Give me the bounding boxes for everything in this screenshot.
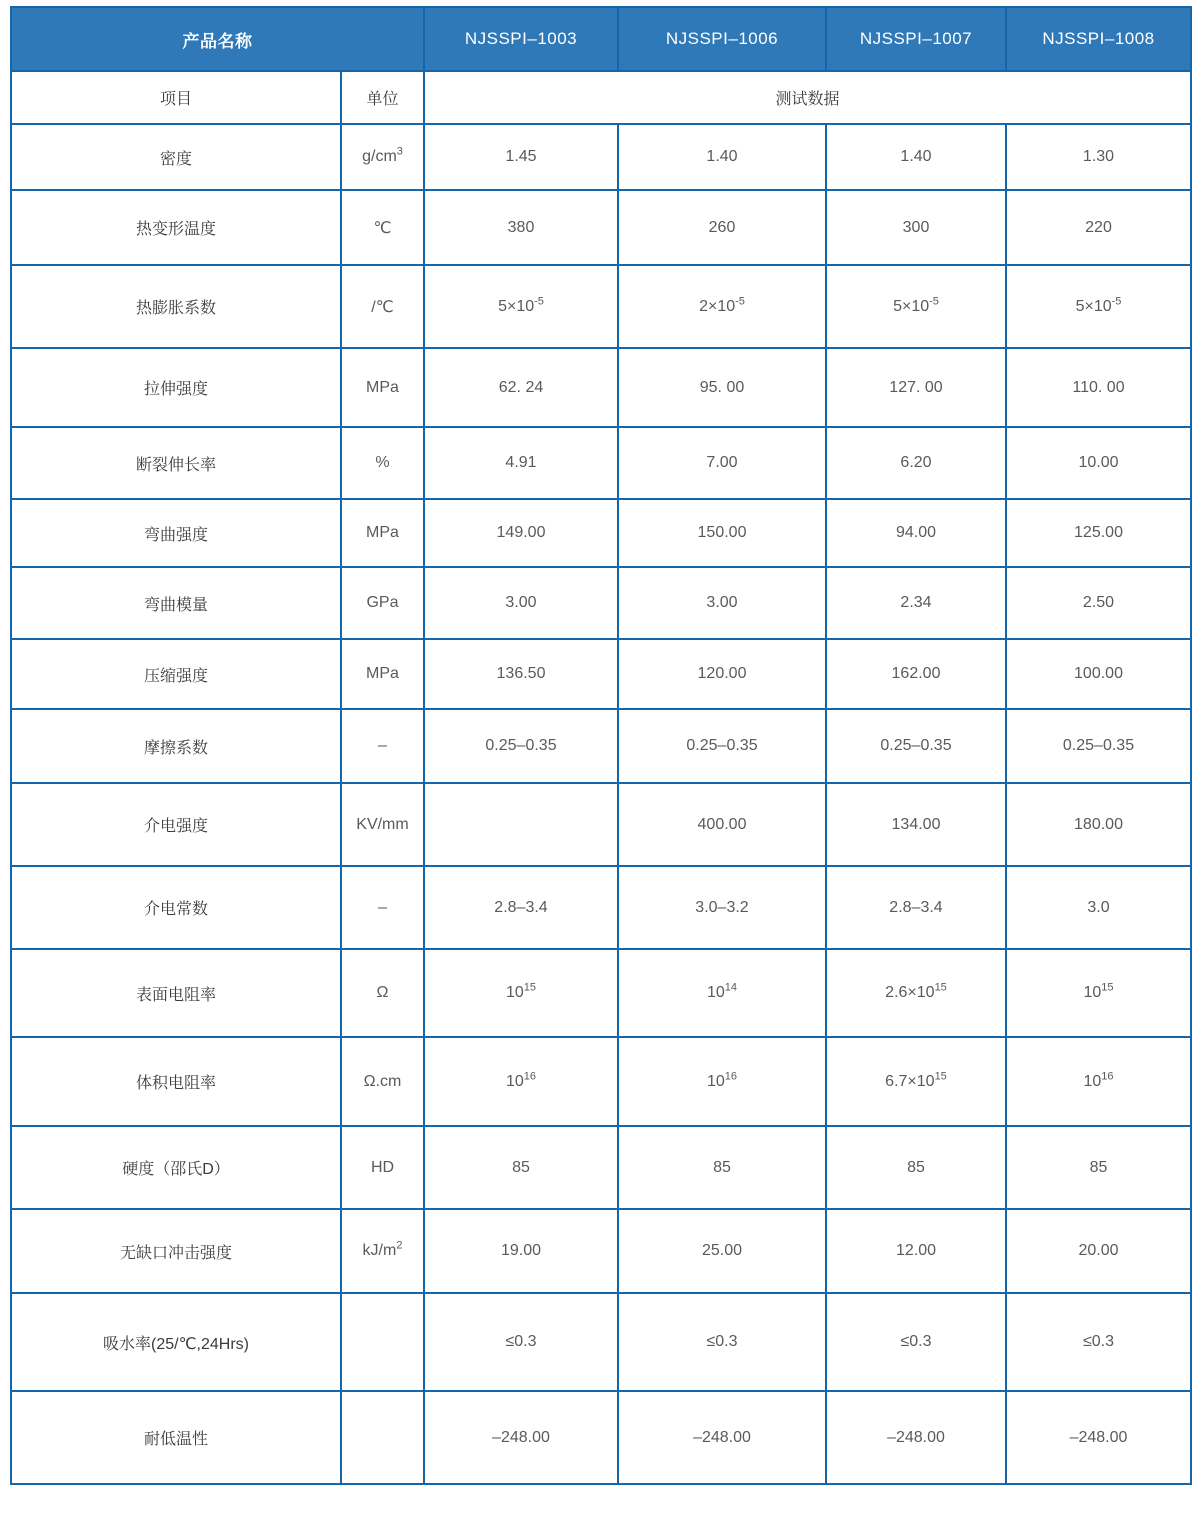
value-cell: –248.00: [618, 1391, 826, 1484]
unit-cell: /℃: [341, 265, 424, 348]
value-cell: 120.00: [618, 639, 826, 709]
table-row: [11, 1293, 1191, 1391]
unit-cell: HD: [341, 1126, 424, 1209]
value-cell: 2.8–3.4: [424, 866, 618, 949]
product-column-header-2: NJSSPI–1006: [618, 7, 826, 71]
value-cell: 3.00: [618, 567, 826, 639]
table-row: [11, 1037, 1191, 1126]
item-column-label: 项目: [11, 71, 341, 124]
value-cell: 94.00: [826, 499, 1006, 567]
value-cell: 25.00: [618, 1209, 826, 1293]
unit-cell: MPa: [341, 499, 424, 567]
unit-cell: Ω: [341, 949, 424, 1037]
value-cell: 149.00: [424, 499, 618, 567]
product-header-row: [11, 7, 1191, 71]
table-body: [11, 124, 1191, 1484]
item-cell: 无缺口冲击强度: [11, 1209, 341, 1293]
value-cell: 7.00: [618, 427, 826, 499]
value-cell: 3.0–3.2: [618, 866, 826, 949]
value-cell: 20.00: [1006, 1209, 1191, 1293]
value-cell: 85: [1006, 1126, 1191, 1209]
subheader-row: [11, 71, 1191, 124]
table-row: [11, 124, 1191, 190]
value-cell: 150.00: [618, 499, 826, 567]
value-cell: $5\times 10^{-5}$: [826, 265, 1006, 348]
item-cell: 拉伸强度: [11, 348, 341, 427]
table-row: [11, 783, 1191, 866]
value-cell: 1.30: [1006, 124, 1191, 190]
value-cell: $10^{16}$: [1006, 1037, 1191, 1126]
unit-column-label: 单位: [341, 71, 424, 124]
unit-cell: $kJ/m^2$: [341, 1209, 424, 1293]
unit-cell: %: [341, 427, 424, 499]
value-cell: 127. 00: [826, 348, 1006, 427]
value-cell: $10^{14}$: [618, 949, 826, 1037]
table-row: [11, 499, 1191, 567]
value-cell: $10^{15}$: [424, 949, 618, 1037]
table-row: [11, 348, 1191, 427]
item-cell: 弯曲强度: [11, 499, 341, 567]
value-cell: 400.00: [618, 783, 826, 866]
value-cell: $10^{15}$: [1006, 949, 1191, 1037]
value-cell: ≤0.3: [424, 1293, 618, 1391]
item-cell: 压缩强度: [11, 639, 341, 709]
table-row: [11, 567, 1191, 639]
value-cell: $6.7\times 10^{15}$: [826, 1037, 1006, 1126]
product-spec-table: [10, 6, 1192, 1485]
unit-cell: MPa: [341, 348, 424, 427]
value-cell: 2.50: [1006, 567, 1191, 639]
value-cell: ≤0.3: [1006, 1293, 1191, 1391]
value-cell: 380: [424, 190, 618, 265]
value-cell: –248.00: [1006, 1391, 1191, 1484]
value-cell: 4.91: [424, 427, 618, 499]
value-cell: 300: [826, 190, 1006, 265]
value-cell: 220: [1006, 190, 1191, 265]
value-cell: 85: [826, 1126, 1006, 1209]
value-cell: 0.25–0.35: [1006, 709, 1191, 783]
value-cell: 6.20: [826, 427, 1006, 499]
value-cell: 19.00: [424, 1209, 618, 1293]
product-column-header-3: NJSSPI–1007: [826, 7, 1006, 71]
unit-cell: $g/cm^3$: [341, 124, 424, 190]
value-cell: $2\times 10^{-5}$: [618, 265, 826, 348]
value-cell: 85: [618, 1126, 826, 1209]
value-cell: 125.00: [1006, 499, 1191, 567]
unit-cell: –: [341, 866, 424, 949]
product-column-header-4: NJSSPI–1008: [1006, 7, 1191, 71]
value-cell: [424, 783, 618, 866]
value-cell: 3.0: [1006, 866, 1191, 949]
unit-cell: Ω.cm: [341, 1037, 424, 1126]
value-cell: $10^{16}$: [618, 1037, 826, 1126]
unit-cell: ℃: [341, 190, 424, 265]
unit-cell: KV/mm: [341, 783, 424, 866]
value-cell: 10.00: [1006, 427, 1191, 499]
table-row: [11, 265, 1191, 348]
value-cell: 62. 24: [424, 348, 618, 427]
unit-cell: GPa: [341, 567, 424, 639]
item-cell: 介电强度: [11, 783, 341, 866]
table-row: [11, 639, 1191, 709]
table-row: [11, 1391, 1191, 1484]
value-cell: 162.00: [826, 639, 1006, 709]
value-cell: 95. 00: [618, 348, 826, 427]
value-cell: 100.00: [1006, 639, 1191, 709]
product-name-header: 产品名称: [11, 7, 424, 71]
value-cell: 3.00: [424, 567, 618, 639]
value-cell: –248.00: [826, 1391, 1006, 1484]
value-cell: 1.40: [618, 124, 826, 190]
item-cell: 断裂伸长率: [11, 427, 341, 499]
value-cell: 136.50: [424, 639, 618, 709]
unit-cell: [341, 1391, 424, 1484]
table-row: [11, 427, 1191, 499]
value-cell: 0.25–0.35: [826, 709, 1006, 783]
test-data-label: 测试数据: [424, 71, 1191, 124]
value-cell: 110. 00: [1006, 348, 1191, 427]
unit-cell: [341, 1293, 424, 1391]
value-cell: $5\times 10^{-5}$: [1006, 265, 1191, 348]
value-cell: 0.25–0.35: [424, 709, 618, 783]
value-cell: 1.45: [424, 124, 618, 190]
table-row: [11, 1126, 1191, 1209]
table-row: [11, 709, 1191, 783]
table-row: [11, 1209, 1191, 1293]
value-cell: 2.8–3.4: [826, 866, 1006, 949]
item-cell: 体积电阻率: [11, 1037, 341, 1126]
value-cell: 12.00: [826, 1209, 1006, 1293]
value-cell: 134.00: [826, 783, 1006, 866]
value-cell: –248.00: [424, 1391, 618, 1484]
value-cell: 2.34: [826, 567, 1006, 639]
item-cell: 吸水率(25/℃,24Hrs): [11, 1293, 341, 1391]
unit-cell: –: [341, 709, 424, 783]
product-column-header-1: NJSSPI–1003: [424, 7, 618, 71]
value-cell: 180.00: [1006, 783, 1191, 866]
value-cell: $10^{16}$: [424, 1037, 618, 1126]
value-cell: $2.6\times 10^{15}$: [826, 949, 1006, 1037]
item-cell: 介电常数: [11, 866, 341, 949]
unit-cell: MPa: [341, 639, 424, 709]
value-cell: 0.25–0.35: [618, 709, 826, 783]
table-row: [11, 190, 1191, 265]
item-cell: 摩擦系数: [11, 709, 341, 783]
table-row: [11, 866, 1191, 949]
item-cell: 表面电阻率: [11, 949, 341, 1037]
value-cell: 260: [618, 190, 826, 265]
value-cell: 85: [424, 1126, 618, 1209]
table-row: [11, 949, 1191, 1037]
value-cell: ≤0.3: [618, 1293, 826, 1391]
value-cell: 1.40: [826, 124, 1006, 190]
item-cell: 硬度（邵氏D）: [11, 1126, 341, 1209]
item-cell: 热变形温度: [11, 190, 341, 265]
item-cell: 热膨胀系数: [11, 265, 341, 348]
item-cell: 密度: [11, 124, 341, 190]
item-cell: 耐低温性: [11, 1391, 341, 1484]
item-cell: 弯曲模量: [11, 567, 341, 639]
value-cell: ≤0.3: [826, 1293, 1006, 1391]
value-cell: $5\times 10^{-5}$: [424, 265, 618, 348]
